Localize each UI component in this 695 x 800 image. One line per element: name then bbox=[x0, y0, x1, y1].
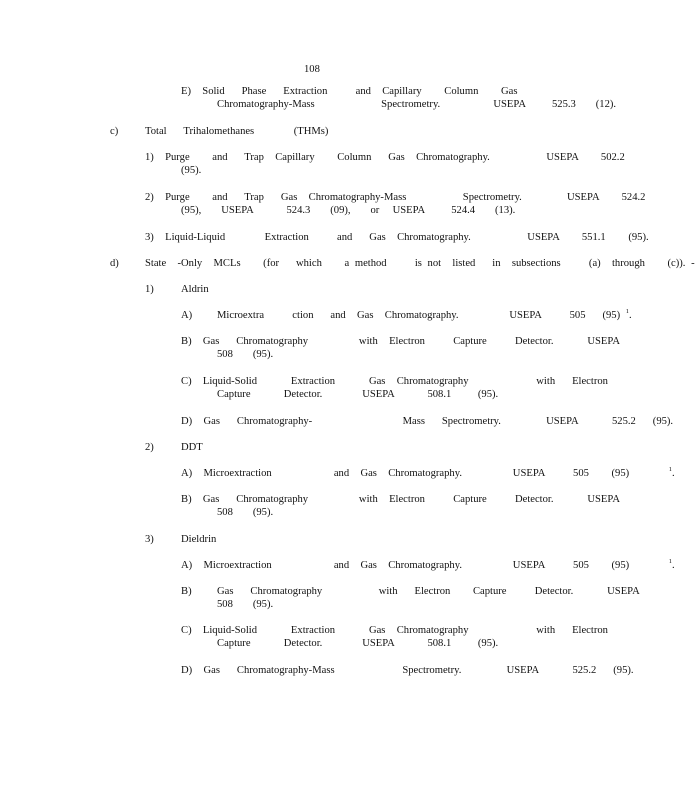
method-line-continued: 508 (95). bbox=[217, 599, 274, 610]
item-number: 3) bbox=[145, 534, 154, 545]
contaminant-name: DDT bbox=[181, 442, 203, 453]
footnote-marker: 1 bbox=[668, 558, 672, 565]
subsection-letter: d) bbox=[110, 258, 119, 269]
contaminant-name: Aldrin bbox=[181, 284, 209, 295]
method-line-continued: Capture Detector. USEPA 508.1 (95). bbox=[217, 389, 499, 400]
method-line-continued: Chromatography-Mass Spectrometry. USEPA 525.3 (12). bbox=[217, 99, 617, 110]
contaminant-name: Dieldrin bbox=[181, 534, 217, 545]
method-line-continued: Capture Detector. USEPA 508.1 (95). bbox=[217, 638, 499, 649]
footnote-marker: 1 bbox=[625, 308, 630, 315]
method-line: 2) Purge and Trap Gas Chromatography-Mass Spectrometry. USEPA 524.2 bbox=[145, 192, 646, 203]
method-line: E) Solid Phase Extraction and Capillary Column Gas bbox=[181, 86, 518, 97]
method-line: Microextra ction and Gas Chromatography. USEPA 505 (95) $^1$. bbox=[217, 308, 632, 321]
method-letter: A) bbox=[181, 310, 193, 321]
method-line: A) Microextraction and Gas Chromatography. USEPA 505 (95) $^1$. bbox=[181, 558, 675, 571]
method-line: B) Gas Chromatography with Electron Capture Detector. USEPA bbox=[181, 494, 620, 505]
method-line-continued: (95). bbox=[181, 165, 202, 176]
method-line: 3) Liquid-Liquid Extraction and Gas Chromatography. USEPA 551.1 (95). bbox=[145, 232, 649, 243]
item-number: 1) bbox=[145, 284, 154, 295]
method-line: Gas Chromatography with Electron Capture Detector. USEPA bbox=[217, 586, 640, 597]
method-line: 1) Purge and Trap Capillary Column Gas Chromatography. USEPA 502.2 bbox=[145, 152, 625, 163]
method-line-continued: (95), USEPA 524.3 (09), or USEPA 524.4 (13). bbox=[181, 205, 516, 216]
page-number: 108 bbox=[304, 64, 320, 75]
subsection-letter: c) bbox=[110, 126, 119, 137]
footnote-marker: 1 bbox=[668, 466, 672, 473]
item-number: 2) bbox=[145, 442, 154, 453]
method-line: B) Gas Chromatography with Electron Capture Detector. USEPA bbox=[181, 336, 620, 347]
method-line: D) Gas Chromatography-Mass Spectrometry. USEPA 525.2 (95). bbox=[181, 665, 634, 676]
method-line: A) Microextraction and Gas Chromatography. USEPA 505 (95) $^1$. bbox=[181, 466, 675, 479]
subsection-heading: State -Only MCLs (for which a method is not listed in subsections (a) through (c)). - bbox=[145, 258, 695, 269]
method-letter: B) bbox=[181, 586, 192, 597]
method-line-continued: 508 (95). bbox=[217, 349, 274, 360]
subsection-heading: Total Trihalomethanes (THMs) bbox=[145, 126, 329, 137]
method-line: C) Liquid-Solid Extraction Gas Chromatography with Electron bbox=[181, 376, 608, 387]
method-line: C) Liquid-Solid Extraction Gas Chromatography with Electron bbox=[181, 625, 608, 636]
method-line: D) Gas Chromatography- Mass Spectrometry. USEPA 525.2 (95). bbox=[181, 416, 674, 427]
method-line-continued: 508 (95). bbox=[217, 507, 274, 518]
